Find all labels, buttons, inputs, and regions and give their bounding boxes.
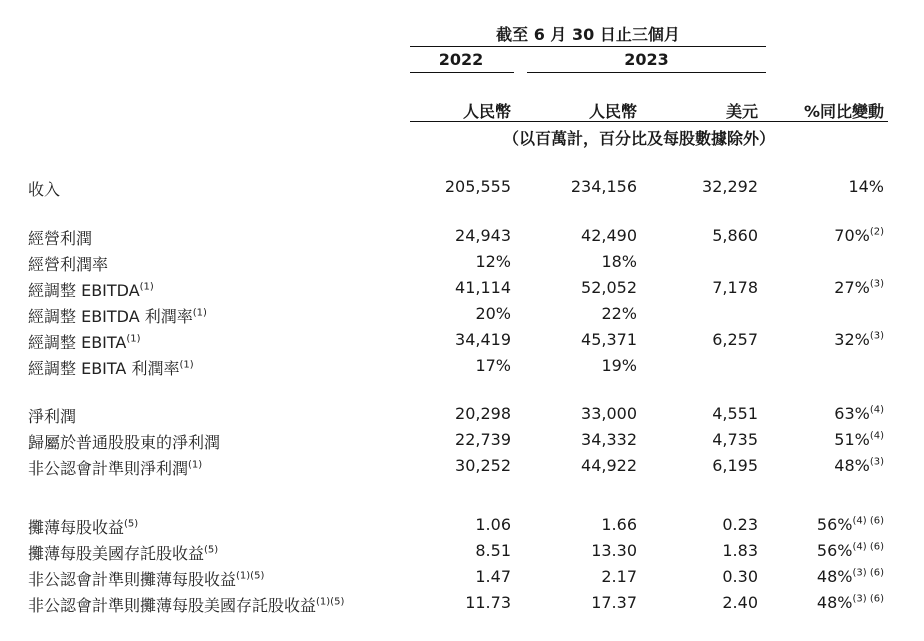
cell-yoy-change: [834, 430, 884, 449]
cell-usd-2023-value: 0.30: [722, 567, 758, 586]
footnote-marker: (5): [204, 544, 219, 556]
cell-usd-2023-value: 0.23: [722, 515, 758, 534]
cell-rmb-2022-value: 20%: [475, 304, 511, 323]
row-label: [28, 430, 220, 453]
row-label-text: 經調整 EBITDA: [28, 281, 140, 300]
cell-rmb-2023-value: 52,052: [581, 278, 637, 297]
cell-rmb-2022-value: 205,555: [444, 177, 511, 196]
cell-rmb-2022: [445, 177, 511, 196]
cell-rmb-2022: [455, 278, 511, 297]
row-label-text: 經營利潤: [28, 229, 93, 248]
cell-rmb-2023: [601, 252, 637, 271]
footnote-marker: (3) (6): [852, 567, 884, 579]
cell-rmb-2023-value: 44,922: [581, 456, 637, 475]
cell-rmb-2023-value: 17.37: [591, 593, 637, 612]
cell-yoy-change: [848, 177, 884, 196]
cell-rmb-2023-value: 34,332: [581, 430, 637, 449]
col-header-rmb-2022: 人民幣: [462, 102, 511, 121]
cell-yoy-change: [834, 456, 884, 475]
cell-rmb-2022: [475, 356, 511, 375]
cell-rmb-2023: [601, 304, 637, 323]
cell-yoy-change-value: 56%: [816, 541, 853, 560]
cell-rmb-2022: [475, 515, 511, 534]
period-rule: [410, 46, 766, 47]
cell-usd-2023: [712, 330, 758, 349]
footnote-marker: (4) (6): [852, 515, 884, 527]
cell-rmb-2023: [571, 177, 637, 196]
cell-rmb-2023: [581, 330, 637, 349]
cell-yoy-change-value: 14%: [848, 177, 884, 196]
cell-yoy-change-value: 48%: [816, 567, 853, 586]
row-label: [28, 304, 207, 327]
col-header-yoy: %同比變動: [803, 102, 884, 121]
cell-yoy-change-value: 48%: [816, 593, 853, 612]
footnote-marker: (1): [192, 307, 207, 319]
row-label: [28, 356, 194, 379]
cell-rmb-2022-value: 30,252: [455, 456, 511, 475]
cell-rmb-2022: [455, 456, 511, 475]
footnote-marker: (4): [869, 404, 884, 416]
cell-usd-2023: [722, 593, 758, 612]
row-label-text: 攤薄每股收益: [28, 518, 125, 537]
year-2023-label: 2023: [624, 50, 669, 69]
cell-rmb-2023: [581, 430, 637, 449]
cell-usd-2023-value: 6,195: [712, 456, 758, 475]
footnote-marker: (1): [179, 359, 194, 371]
row-label: [28, 330, 141, 353]
cell-usd-2023-value: 4,551: [712, 404, 758, 423]
cell-rmb-2022-value: 12%: [475, 252, 511, 271]
col-header-rule: [410, 121, 888, 122]
cell-rmb-2022: [455, 330, 511, 349]
cell-rmb-2023: [601, 567, 637, 586]
col-header-usd-2023: 美元: [725, 102, 758, 121]
footnote-marker: (1)(5): [316, 596, 345, 608]
footnote-marker: (4) (6): [852, 541, 884, 553]
cell-rmb-2023-value: 19%: [601, 356, 637, 375]
footnote-marker: (2): [869, 226, 884, 238]
cell-yoy-change-value: 70%: [834, 226, 870, 245]
cell-yoy-change: [817, 593, 884, 612]
row-label-text: 經調整 EBITDA 利潤率: [28, 307, 193, 326]
cell-yoy-change-value: 27%: [834, 278, 870, 297]
row-label: [28, 226, 92, 249]
cell-usd-2023: [722, 541, 758, 560]
cell-rmb-2023: [601, 515, 637, 534]
row-label-text: 非公認會計準則淨利潤: [28, 459, 189, 478]
cell-rmb-2023: [601, 356, 637, 375]
cell-usd-2023-value: 7,178: [712, 278, 758, 297]
cell-rmb-2022-value: 24,943: [455, 226, 511, 245]
cell-rmb-2022-value: 1.06: [475, 515, 511, 534]
cell-usd-2023-value: 1.83: [722, 541, 758, 560]
cell-yoy-change: [817, 541, 884, 560]
cell-rmb-2022-value: 11.73: [465, 593, 511, 612]
cell-yoy-change: [834, 404, 884, 423]
cell-rmb-2022: [475, 252, 511, 271]
cell-rmb-2023-value: 45,371: [581, 330, 637, 349]
cell-yoy-change-value: 48%: [834, 456, 870, 475]
unit-note: （以百萬計，百分比及每股數據除外）: [503, 129, 776, 148]
footnote-marker: (1)(5): [236, 570, 265, 582]
cell-usd-2023: [712, 226, 758, 245]
cell-yoy-change-value: 32%: [834, 330, 870, 349]
cell-yoy-change: [834, 226, 884, 245]
cell-yoy-change-value: 63%: [834, 404, 870, 423]
cell-usd-2023-value: 2.40: [722, 593, 758, 612]
cell-rmb-2023-value: 22%: [601, 304, 637, 323]
footnote-marker: (3) (6): [852, 593, 884, 605]
cell-rmb-2022-value: 34,419: [455, 330, 511, 349]
cell-rmb-2022: [455, 430, 511, 449]
cell-usd-2023-value: 32,292: [702, 177, 758, 196]
cell-rmb-2022-value: 22,739: [455, 430, 511, 449]
row-label-text: 非公認會計準則攤薄每股收益: [28, 570, 237, 589]
cell-yoy-change: [817, 515, 884, 534]
col-header-rmb-2023: 人民幣: [588, 102, 637, 121]
cell-rmb-2023-value: 33,000: [581, 404, 637, 423]
row-label: [28, 278, 154, 301]
cell-rmb-2022: [465, 593, 511, 612]
cell-usd-2023: [712, 430, 758, 449]
row-label: [28, 404, 76, 427]
cell-rmb-2023: [581, 456, 637, 475]
footnote-marker: (1): [139, 281, 154, 293]
cell-rmb-2022: [475, 567, 511, 586]
cell-usd-2023: [702, 177, 758, 196]
cell-rmb-2022: [475, 304, 511, 323]
cell-usd-2023-value: 5,860: [712, 226, 758, 245]
row-label-text: 歸屬於普通股股東的淨利潤: [28, 433, 221, 452]
cell-rmb-2023-value: 234,156: [570, 177, 637, 196]
cell-rmb-2023: [591, 541, 637, 560]
footnote-marker: (1): [188, 459, 203, 471]
cell-yoy-change: [834, 278, 884, 297]
cell-usd-2023: [712, 278, 758, 297]
year-2023-rule: [527, 72, 766, 73]
cell-rmb-2022: [455, 404, 511, 423]
cell-rmb-2023: [581, 404, 637, 423]
year-2022-rule: [410, 72, 514, 73]
footnote-marker: (4): [869, 430, 884, 442]
cell-rmb-2023-value: 1.66: [601, 515, 637, 534]
cell-yoy-change: [834, 330, 884, 349]
cell-yoy-change: [817, 567, 884, 586]
year-2022-label: 2022: [438, 50, 484, 69]
row-label: [28, 567, 264, 590]
row-label: [28, 177, 60, 200]
cell-usd-2023: [712, 456, 758, 475]
cell-rmb-2022-value: 41,114: [455, 278, 511, 297]
cell-rmb-2023-value: 13.30: [591, 541, 637, 560]
row-label-text: 非公認會計準則攤薄每股美國存託股收益: [28, 596, 317, 615]
row-label-text: 攤薄每股美國存託股收益: [28, 544, 205, 563]
row-label: [28, 515, 138, 538]
footnote-marker: (5): [124, 518, 139, 530]
cell-rmb-2023: [581, 226, 637, 245]
row-label-text: 經營利潤率: [28, 255, 109, 274]
cell-usd-2023-value: 4,735: [712, 430, 758, 449]
row-label-text: 經調整 EBITA: [28, 333, 127, 352]
row-label: [28, 252, 108, 275]
cell-yoy-change-value: 56%: [816, 515, 853, 534]
row-label: [28, 541, 218, 564]
cell-yoy-change-value: 51%: [834, 430, 870, 449]
cell-rmb-2022: [455, 226, 511, 245]
row-label: [28, 456, 202, 479]
cell-rmb-2022-value: 17%: [475, 356, 511, 375]
cell-rmb-2023-value: 18%: [601, 252, 637, 271]
cell-usd-2023-value: 6,257: [712, 330, 758, 349]
footnote-marker: (3): [869, 456, 884, 468]
period-title: 截至 6 月 30 日止三個月: [496, 25, 680, 44]
cell-rmb-2022: [475, 541, 511, 560]
cell-rmb-2023-value: 2.17: [601, 567, 637, 586]
footnote-marker: (1): [126, 333, 141, 345]
row-label-text: 收入: [28, 180, 61, 199]
cell-usd-2023: [722, 567, 758, 586]
cell-usd-2023: [722, 515, 758, 534]
footnote-marker: (3): [869, 330, 884, 342]
row-label-text: 淨利潤: [28, 407, 77, 426]
cell-rmb-2023: [591, 593, 637, 612]
cell-rmb-2022-value: 1.47: [475, 567, 511, 586]
footnote-marker: (3): [869, 278, 884, 290]
cell-rmb-2023: [581, 278, 637, 297]
row-label: [28, 593, 344, 616]
cell-rmb-2023-value: 42,490: [581, 226, 637, 245]
cell-rmb-2022-value: 20,298: [455, 404, 511, 423]
cell-rmb-2022-value: 8.51: [475, 541, 511, 560]
row-label-text: 經調整 EBITA 利潤率: [28, 359, 180, 378]
cell-usd-2023: [712, 404, 758, 423]
